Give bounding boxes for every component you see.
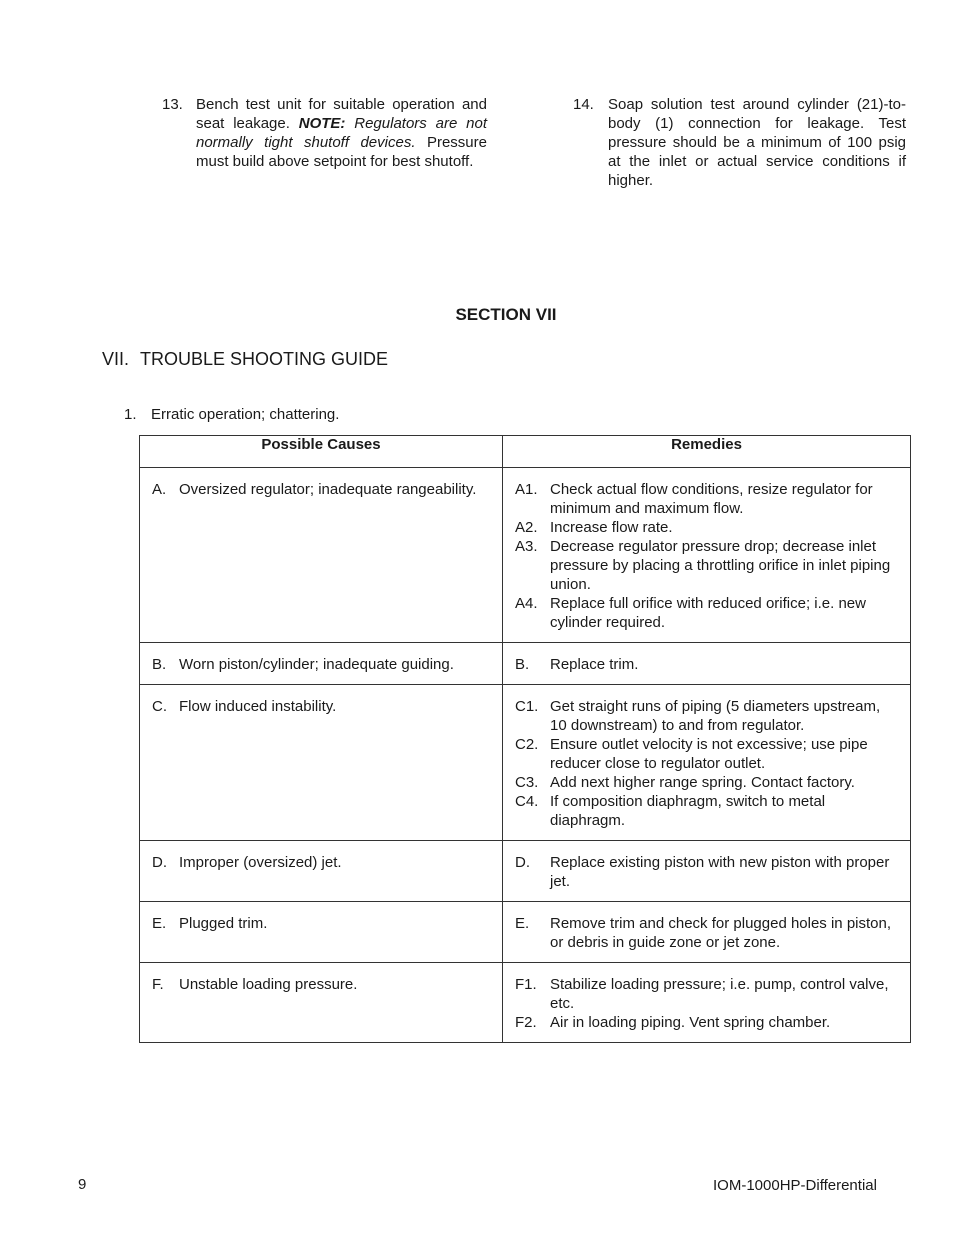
remedy-entry [515,853,900,891]
trouble-shooting-table [139,435,911,1043]
remedy-entry [515,537,900,594]
remedy-label: A4. [515,595,538,612]
table-row [140,963,911,1043]
table-row [140,902,911,963]
remedy-text: Add next higher range spring. Contact factory. [550,774,855,791]
remedy-entry [515,1013,900,1032]
remedy-text: Increase flow rate. [550,519,673,536]
remedy-entry [515,773,900,792]
remedy-entry [515,735,900,773]
step-number: 14. [573,96,594,113]
remedy-text: Replace trim. [550,656,639,673]
remedy-text: Get straight runs of piping (5 diameters upstream, 10 downstream) to and from regulator. [550,698,881,734]
cause-entry [152,914,492,933]
remedy-text: Stabilize loading pressure; i.e. pump, control valve, etc. [550,976,889,1012]
problem-item [124,406,339,423]
remedy-text: Replace full orifice with reduced orifice; i.e. new cylinder required. [550,595,866,631]
remedy-entry [515,480,900,518]
table-row [140,841,911,902]
cause-label: B. [152,656,167,673]
cause-cell [140,902,503,963]
remedy-text: Decrease regulator pressure drop; decrease inlet pressure by placing a throttling orifice in inlet piping union. [550,538,891,593]
heading-numeral: VII. [102,349,130,369]
cause-label: A. [152,481,167,498]
cause-cell [140,643,503,685]
remedy-label: A3. [515,538,538,555]
cause-cell [140,963,503,1043]
remedy-text: Check actual flow conditions, resize regulator for minimum and maximum flow. [550,481,873,517]
remedy-cell [503,963,911,1043]
remedy-entry [515,655,900,674]
remedy-label: C2. [515,736,539,753]
remedy-entry [515,792,900,830]
step-number: 13. [162,96,183,113]
step-text-plain: Pressure must build above setpoint for best shutoff. [196,134,487,170]
step-text: Soap solution test around cylinder (21)-to-body (1) connection for leakage. Test pressure should be a minimum of 100 psig at the inlet or actual service conditions if higher. [608,96,906,189]
remedy-entry [515,594,900,632]
remedy-label: B. [515,656,530,673]
cause-label: D. [152,854,167,871]
cause-text: Worn piston/cylinder; inadequate guiding. [179,656,454,673]
table-row [140,685,911,841]
page-number: 9 [78,1176,87,1193]
cause-label: F. [152,976,164,993]
note-italic-text: Regulators are not normally tight shutoff devices. [196,115,488,151]
remedy-text: Air in loading piping. Vent spring chamber. [550,1014,831,1031]
cause-label: E. [152,915,167,932]
remedy-entry [515,518,900,537]
cause-entry [152,655,492,674]
guide-heading [102,349,388,370]
remedy-label: C3. [515,774,539,791]
remedy-cell [503,841,911,902]
cause-cell [140,841,503,902]
cause-text: Oversized regulator; inadequate rangeability. [179,481,477,498]
remedy-label: C1. [515,698,539,715]
remedy-text: If composition diaphragm, switch to metal diaphragm. [550,793,826,829]
header-possible-causes: Possible Causes [140,436,503,468]
problem-text: Erratic operation; chattering. [151,406,340,423]
remedy-label: E. [515,915,530,932]
cause-entry [152,697,492,716]
cause-cell [140,685,503,841]
remedy-entry [515,975,900,1013]
cause-label: C. [152,698,167,715]
remedy-cell [503,902,911,963]
remedy-text: Replace existing piston with new piston with proper jet. [550,854,890,890]
table-row [140,468,911,643]
table-row [140,643,911,685]
remedy-cell [503,685,911,841]
problem-number: 1. [124,406,137,423]
heading-title: TROUBLE SHOOTING GUIDE [140,349,389,369]
cause-text: Plugged trim. [179,915,268,932]
header-remedies: Remedies [503,436,911,468]
cause-entry [152,853,492,872]
remedy-label: F2. [515,1014,537,1031]
remedy-entry [515,914,900,952]
step-text [196,95,487,171]
remedy-label: C4. [515,793,539,810]
section-title: SECTION VII [455,305,557,324]
remedy-label: F1. [515,976,537,993]
remedy-cell [503,643,911,685]
step-text-plain: Bench test unit for suitable operation and seat leakage. [196,96,487,132]
remedy-text: Remove trim and check for plugged holes in piston, or debris in guide zone or jet zone. [550,915,892,951]
cause-text: Unstable loading pressure. [179,976,358,993]
note-label: NOTE: [298,115,346,132]
cause-text: Improper (oversized) jet. [179,854,342,871]
remedy-label: A2. [515,519,538,536]
remedy-label: D. [515,854,530,871]
cause-cell [140,468,503,643]
cause-text: Flow induced instability. [179,698,337,715]
document-code: IOM-1000HP-Differential [713,1177,877,1194]
cause-entry [152,480,492,499]
cause-entry [152,975,492,994]
table-header-row [140,436,911,468]
remedy-text: Ensure outlet velocity is not excessive; use pipe reducer close to regulator outlet. [550,736,868,772]
remedy-cell [503,468,911,643]
remedy-label: A1. [515,481,538,498]
remedy-entry [515,697,900,735]
